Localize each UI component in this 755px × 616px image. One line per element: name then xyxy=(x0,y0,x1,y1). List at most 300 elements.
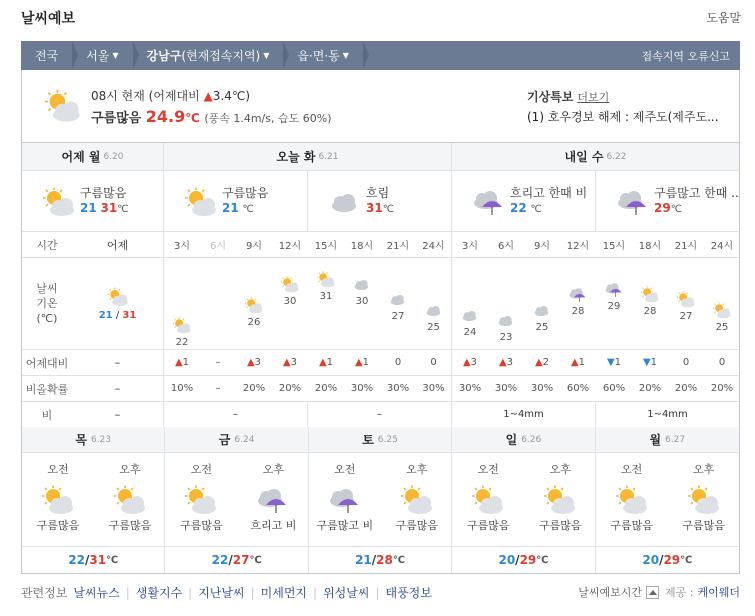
hourly-point xyxy=(632,286,668,317)
cloud-icon xyxy=(344,276,380,296)
yesterday-time-cell: 어제 xyxy=(72,232,164,257)
diff-value: 1 xyxy=(578,357,586,368)
footer-separator: | xyxy=(313,585,318,600)
hourly-point xyxy=(380,291,416,322)
diff-value: 0 xyxy=(394,357,402,368)
arrow-up-icon: ▲ xyxy=(174,357,183,368)
week-pm-condition: 구름많음 xyxy=(538,519,582,532)
forecast-weather-row xyxy=(22,258,739,350)
hourly-point xyxy=(272,276,308,307)
hourly-temp: 30 xyxy=(283,296,297,308)
hourly-point xyxy=(596,281,632,312)
diff-cell xyxy=(344,350,380,375)
hour-cell: 3시 xyxy=(173,241,191,252)
rain-tomorrow-pm: 1~4mm xyxy=(647,409,688,420)
week-am-forecast xyxy=(452,461,524,533)
partly-cloudy-icon xyxy=(164,317,200,337)
week-pm-condition: 구름많음 xyxy=(395,519,439,532)
partly-cloudy-icon xyxy=(107,287,129,310)
nav-dong-dropdown[interactable] xyxy=(283,41,363,70)
diff-value: 0 xyxy=(682,357,690,368)
footer-link[interactable]: 날씨뉴스 xyxy=(73,585,120,600)
summary-max-temp: 31 xyxy=(366,200,383,215)
footer-link[interactable]: 지난날씨 xyxy=(198,585,245,600)
nav-country[interactable] xyxy=(21,41,72,70)
week-day-temps xyxy=(165,546,307,573)
cloud-icon xyxy=(380,291,416,311)
rain-prob-cell: 20% xyxy=(710,383,734,394)
footer-link[interactable]: 위성날씨 xyxy=(323,585,370,600)
week-day-temps xyxy=(452,546,594,573)
week-day-temps xyxy=(596,546,739,573)
week-am-forecast xyxy=(596,461,668,533)
hourly-weather-cell xyxy=(668,258,704,350)
footer-link[interactable]: 생활지수 xyxy=(135,585,183,600)
current-weather xyxy=(21,70,740,142)
week-day-date: 6.27 xyxy=(665,434,686,445)
hour-cell: 21시 xyxy=(386,241,410,252)
week-min-temp: 21 xyxy=(355,553,372,567)
week-am-condition: 구름많음 xyxy=(36,519,80,532)
hourly-temp: 29 xyxy=(607,301,621,313)
hourly-weather-cell xyxy=(344,258,380,350)
header-tomorrow xyxy=(452,143,739,170)
header-yesterday xyxy=(22,143,164,170)
week-day-header xyxy=(596,427,739,453)
summary-temps xyxy=(510,201,587,217)
special-alert-item[interactable]: (1) 호우경보 해제 : 제주도(제주도... xyxy=(527,110,719,124)
temp-separator: / xyxy=(228,553,233,567)
summary-text xyxy=(80,186,128,217)
summary-condition: 구름많음 xyxy=(80,185,127,200)
special-alert-title xyxy=(527,88,609,105)
week-day-card xyxy=(596,427,739,573)
diff-cell xyxy=(164,350,200,375)
source-label: 제공 : xyxy=(665,586,694,599)
summary-min-temp: 21 xyxy=(222,200,239,215)
diff-value: 2 xyxy=(542,357,550,368)
arrow-down-icon: ▼ xyxy=(642,357,651,368)
footer-links xyxy=(73,584,431,601)
hourly-temp: 27 xyxy=(679,311,693,323)
hourly-point xyxy=(560,286,596,317)
diff-cell xyxy=(416,350,452,375)
summary-temps xyxy=(222,201,268,217)
cloud-icon xyxy=(452,307,488,327)
rain-prob-cell: 20% xyxy=(242,383,266,394)
week-day-date: 6.26 xyxy=(521,434,542,445)
diff-cell xyxy=(668,350,704,375)
current-condition: 구름많음 xyxy=(91,111,142,126)
rain-prob-cell: 20% xyxy=(638,383,662,394)
summary-cell xyxy=(308,171,452,231)
summary-condition: 흐림 xyxy=(366,185,390,200)
arrow-up-icon: ▲ xyxy=(246,357,255,368)
partly-cloudy-icon xyxy=(615,485,649,515)
partly-cloudy-icon xyxy=(184,187,216,215)
week-day-header xyxy=(452,427,594,453)
summary-temp-unit: ℃ xyxy=(117,203,129,215)
hourly-temp: 27 xyxy=(391,311,405,323)
forecast-diff-row xyxy=(22,350,739,376)
footer-separator: | xyxy=(125,585,130,600)
hourly-weather-cell xyxy=(632,258,668,350)
week-am-label: 오전 xyxy=(190,463,213,476)
arrow-up-icon: ▲ xyxy=(354,357,363,368)
nav-country-label: 전국 xyxy=(35,49,59,63)
diff-cell xyxy=(380,350,416,375)
week-day-header xyxy=(22,427,164,453)
hourly-weather-cell xyxy=(272,258,308,350)
diff-value: 3 xyxy=(254,357,262,368)
week-temp-unit: ℃ xyxy=(106,554,119,566)
location-nav xyxy=(21,41,740,70)
diff-cell xyxy=(596,350,632,375)
rain-prob-cell: 30% xyxy=(458,383,482,394)
forecast-table xyxy=(21,142,740,428)
hour-cell: 15시 xyxy=(602,241,626,252)
rain-prob-cell: 20% xyxy=(314,383,338,394)
week-day-card xyxy=(309,427,452,573)
hourly-weather-cell xyxy=(452,258,488,350)
hour-cell: 21시 xyxy=(674,241,698,252)
diff-cell xyxy=(632,350,668,375)
summary-temps xyxy=(80,201,128,217)
partly-cloudy-icon xyxy=(44,88,82,124)
nav-district-label: 강남구 xyxy=(146,49,182,63)
yesterday-rain-cell: – xyxy=(72,402,164,427)
hourly-temp: 28 xyxy=(571,306,585,318)
rain-prob-cell: 20% xyxy=(278,383,302,394)
cloud-icon xyxy=(524,302,560,322)
week-day-header xyxy=(309,427,451,453)
summary-text xyxy=(510,186,587,217)
summary-temps xyxy=(654,201,739,217)
yesterday-weather-cell xyxy=(72,258,164,349)
diff-value: 1 xyxy=(614,357,622,368)
summary-max-temp: 29 xyxy=(654,200,671,215)
rain-icon xyxy=(256,485,290,515)
footer-related-label: 관련정보 xyxy=(21,585,68,600)
partly-cloudy-icon xyxy=(41,485,75,515)
summary-condition: 흐리고 한때 비 xyxy=(510,185,588,200)
hourly-weather-cell xyxy=(416,258,452,350)
current-wind-humidity: (풍속 1.4m/s, 습도 60%) xyxy=(204,112,332,125)
hour-cell: 9시 xyxy=(533,241,551,252)
footer-link[interactable]: 태풍정보 xyxy=(385,585,432,600)
rain-icon xyxy=(328,485,362,515)
hourly-weather-cell xyxy=(308,258,344,350)
hourly-point xyxy=(704,302,740,333)
hourly-point xyxy=(344,276,380,307)
week-am-condition: 구름많음 xyxy=(466,519,510,532)
summary-temp-unit: ℃ xyxy=(382,203,394,215)
rain-tomorrow-am: 1~4mm xyxy=(452,402,596,427)
row-label-rain: 비 xyxy=(41,408,53,422)
hourly-weather-cell xyxy=(560,258,596,350)
hour-cell: 9시 xyxy=(245,241,263,252)
yesterday-temps xyxy=(99,310,137,321)
arrow-up-icon: ▲ xyxy=(534,357,543,368)
header-today-date: 6.21 xyxy=(318,151,339,162)
summary-max-temp: 31 xyxy=(100,200,118,215)
row-label-diff: 어제대비 xyxy=(25,356,69,370)
week-pm-forecast xyxy=(237,461,309,533)
week-pm-forecast xyxy=(668,461,740,533)
partly-cloudy-icon xyxy=(400,485,434,515)
week-am-condition: 구름많음 xyxy=(610,519,653,532)
week-day-card xyxy=(22,427,165,573)
week-pm-forecast xyxy=(381,461,453,533)
header-today-label: 오늘 화 xyxy=(276,150,316,164)
current-condition-line xyxy=(91,107,331,126)
diff-cell xyxy=(560,350,596,375)
partly-cloudy-icon xyxy=(42,187,74,215)
summary-temp-unit: ℃ xyxy=(242,203,254,215)
hourly-temp: 26 xyxy=(247,316,261,328)
week-pm-condition: 흐리고 비 xyxy=(250,519,297,532)
week-pm-label: 오후 xyxy=(406,463,428,476)
week-min-temp: 20 xyxy=(642,553,660,567)
current-time-line xyxy=(91,87,250,104)
diff-cell xyxy=(200,350,236,375)
rain-icon xyxy=(472,187,504,215)
hour-cell: 24시 xyxy=(416,232,452,257)
partly-cloudy-icon xyxy=(272,276,308,296)
cloud-icon xyxy=(328,187,360,215)
hourly-temp: 24 xyxy=(463,326,477,338)
arrow-down-icon: ▼ xyxy=(606,357,615,368)
rain-icon xyxy=(616,187,648,215)
diff-cell xyxy=(524,350,560,375)
forecast-hour-row xyxy=(22,232,739,258)
header-tomorrow-label: 내일 수 xyxy=(564,150,604,164)
diff-value: 1 xyxy=(650,357,658,368)
current-temp-unit: ℃ xyxy=(185,111,200,125)
hour-cell: 12시 xyxy=(566,241,590,252)
hour-cell: 12시 xyxy=(278,241,302,252)
source-link[interactable]: 케이웨더 xyxy=(697,586,740,599)
rain-today-pm: – xyxy=(308,402,452,427)
hour-cell: 15시 xyxy=(314,241,338,252)
page-header xyxy=(21,0,741,36)
week-pm-label: 오후 xyxy=(692,463,715,476)
hour-cell: 3시 xyxy=(461,241,479,252)
arrow-up-icon: ▲ xyxy=(203,89,213,103)
week-day-name: 금 xyxy=(218,433,231,447)
temp-separator: / xyxy=(84,553,90,567)
rain-prob-cell: 30% xyxy=(494,383,518,394)
arrow-up-icon: ▲ xyxy=(462,357,471,368)
partly-cloudy-icon xyxy=(543,485,577,515)
diff-cell xyxy=(272,350,308,375)
yesterday-temp-sep: / xyxy=(115,309,120,321)
week-min-temp: 22 xyxy=(68,553,85,567)
hour-cell: 18시 xyxy=(350,241,374,252)
diff-value: 3 xyxy=(290,357,298,368)
week-pm-condition: 구름많음 xyxy=(682,519,725,532)
chevron-down-icon: ▼ xyxy=(342,51,349,60)
hourly-point xyxy=(488,312,524,343)
hour-cell: 24시 xyxy=(710,241,734,252)
diff-value: – xyxy=(215,357,221,368)
weekly-forecast xyxy=(21,427,740,574)
nav-district-dropdown[interactable] xyxy=(133,41,284,70)
diff-value: 1 xyxy=(182,357,190,368)
week-day-name: 일 xyxy=(505,433,518,447)
summary-cell xyxy=(22,171,164,231)
diff-cell xyxy=(704,350,740,375)
summary-temp-unit: ℃ xyxy=(670,203,682,215)
diff-cell xyxy=(452,350,488,375)
nav-dong-label: 읍·면·동 xyxy=(297,49,340,63)
summary-min-temp: 22 xyxy=(510,200,527,215)
row-label-time: 시간 xyxy=(36,238,58,252)
week-day-card xyxy=(452,427,595,573)
footer-separator: | xyxy=(250,585,255,600)
header-yesterday-date: 6.20 xyxy=(103,151,124,162)
chevron-down-icon: ▼ xyxy=(263,51,270,60)
week-max-temp: 29 xyxy=(519,553,537,567)
arrow-up-icon: ▲ xyxy=(498,357,507,368)
week-temp-unit: ℃ xyxy=(680,554,693,566)
arrow-up-icon: ▲ xyxy=(570,357,579,368)
diff-cell xyxy=(308,350,344,375)
hour-cell: 6시 xyxy=(497,241,515,252)
week-am-label: 오전 xyxy=(620,463,643,476)
help-link[interactable]: 도움말 xyxy=(706,11,741,25)
row-label-rain-prob: 비올확률 xyxy=(25,382,69,396)
partly-cloudy-icon xyxy=(632,286,668,306)
hourly-point xyxy=(524,302,560,333)
week-pm-condition: 구름많음 xyxy=(108,519,152,532)
footer-right xyxy=(578,584,740,600)
temp-separator: / xyxy=(659,553,664,567)
week-temp-unit: ℃ xyxy=(392,554,405,566)
summary-condition: 구름많음 xyxy=(222,185,269,200)
cloud-icon xyxy=(488,312,524,332)
temp-separator: / xyxy=(371,553,377,567)
hourly-temp: 23 xyxy=(499,331,513,343)
diff-value: 1 xyxy=(362,357,370,368)
week-temp-unit: ℃ xyxy=(536,554,549,566)
summary-condition: 구름많고 한때 .. xyxy=(654,185,739,200)
diff-value: 3 xyxy=(506,357,514,368)
yesterday-min-temp: 21 xyxy=(98,309,113,321)
arrow-up-icon: ▲ xyxy=(318,357,327,368)
week-am-forecast xyxy=(309,461,381,533)
week-max-temp: 31 xyxy=(89,553,107,567)
forecast-rainprob-row xyxy=(22,376,739,402)
summary-cell xyxy=(164,171,308,231)
week-pm-label: 오후 xyxy=(119,463,141,476)
week-am-label: 오전 xyxy=(334,463,356,476)
week-day-date: 6.24 xyxy=(234,434,255,445)
special-alert-label: 기상특보 xyxy=(527,90,574,104)
diff-value: 1 xyxy=(326,357,334,368)
rain-today-am: – xyxy=(164,402,308,427)
diff-value: 0 xyxy=(718,357,726,368)
week-pm-label: 오후 xyxy=(549,463,571,476)
diff-value: 0 xyxy=(430,357,437,368)
week-min-temp: 22 xyxy=(211,553,229,567)
summary-text xyxy=(654,186,739,217)
hourly-temp: 31 xyxy=(319,291,333,303)
hourly-point xyxy=(236,297,272,328)
week-day-date: 6.25 xyxy=(377,434,398,445)
current-time-text: 08시 현재 (어제대비 xyxy=(91,89,200,103)
chevron-up-icon[interactable] xyxy=(646,586,659,599)
week-day-temps xyxy=(309,546,451,573)
hourly-weather-cell xyxy=(704,258,740,350)
week-am-label: 오전 xyxy=(477,463,499,476)
forecast-time-link[interactable]: 날씨예보시간 xyxy=(578,586,643,599)
week-day-temps xyxy=(22,546,164,573)
rain-prob-cell: 60% xyxy=(602,383,626,394)
nav-city-label: 서울 xyxy=(86,49,110,63)
yesterday-max-temp: 31 xyxy=(122,309,137,321)
nav-city-dropdown[interactable] xyxy=(72,41,132,70)
summary-cell xyxy=(596,171,739,231)
week-max-temp: 28 xyxy=(376,553,393,567)
temp-separator: / xyxy=(515,553,520,567)
hourly-weather-cell xyxy=(596,258,632,350)
partly-cloudy-icon xyxy=(113,485,147,515)
week-max-temp: 29 xyxy=(663,553,681,567)
special-alert-more-link[interactable]: 더보기 xyxy=(577,91,610,104)
summary-temp-unit: ℃ xyxy=(530,203,542,215)
week-am-label: 오전 xyxy=(47,463,69,476)
week-day-name: 월 xyxy=(649,433,662,447)
nav-district-note: (현재접속지역) xyxy=(181,49,261,63)
hourly-weather-cell xyxy=(236,258,272,350)
chevron-down-icon: ▼ xyxy=(112,51,119,60)
arrow-up-icon: ▲ xyxy=(282,357,291,368)
hourly-temp: 25 xyxy=(427,321,440,333)
week-temp-unit: ℃ xyxy=(249,554,262,566)
hour-cell: 18시 xyxy=(638,241,662,252)
week-pm-forecast xyxy=(94,461,166,533)
hourly-temp: 22 xyxy=(175,336,189,348)
hourly-point xyxy=(308,271,344,302)
forecast-rain-row xyxy=(22,402,739,427)
week-day-header xyxy=(165,427,307,453)
hour-cell: 6시 xyxy=(209,241,227,252)
rain-prob-cell: – xyxy=(215,383,221,394)
diff-cell xyxy=(488,350,524,375)
report-location-error-link[interactable]: 접속지역 오류신고 xyxy=(641,49,730,63)
rain-icon xyxy=(560,286,596,306)
yesterday-diff-cell: – xyxy=(72,350,164,375)
hourly-temp: 25 xyxy=(535,321,549,333)
footer-link[interactable]: 미세먼지 xyxy=(260,585,308,600)
hourly-weather-cell xyxy=(524,258,560,350)
partly-cloudy-icon xyxy=(236,297,272,317)
diff-value: 3 xyxy=(470,357,478,368)
current-diff-suffix: ) xyxy=(245,89,251,103)
rain-prob-cell: 20% xyxy=(674,383,698,394)
week-max-temp: 27 xyxy=(232,553,250,567)
forecast-summary-row xyxy=(22,171,739,232)
header-yesterday-label: 어제 월 xyxy=(61,150,101,164)
header-tomorrow-date: 6.22 xyxy=(606,151,627,162)
summary-min-temp: 21 xyxy=(80,200,97,215)
rain-prob-cell: 30% xyxy=(350,383,374,394)
footer-separator: | xyxy=(188,585,193,600)
current-temperature: 24.9 xyxy=(145,107,186,126)
partly-cloudy-icon xyxy=(668,291,704,311)
week-day-card xyxy=(165,427,308,573)
